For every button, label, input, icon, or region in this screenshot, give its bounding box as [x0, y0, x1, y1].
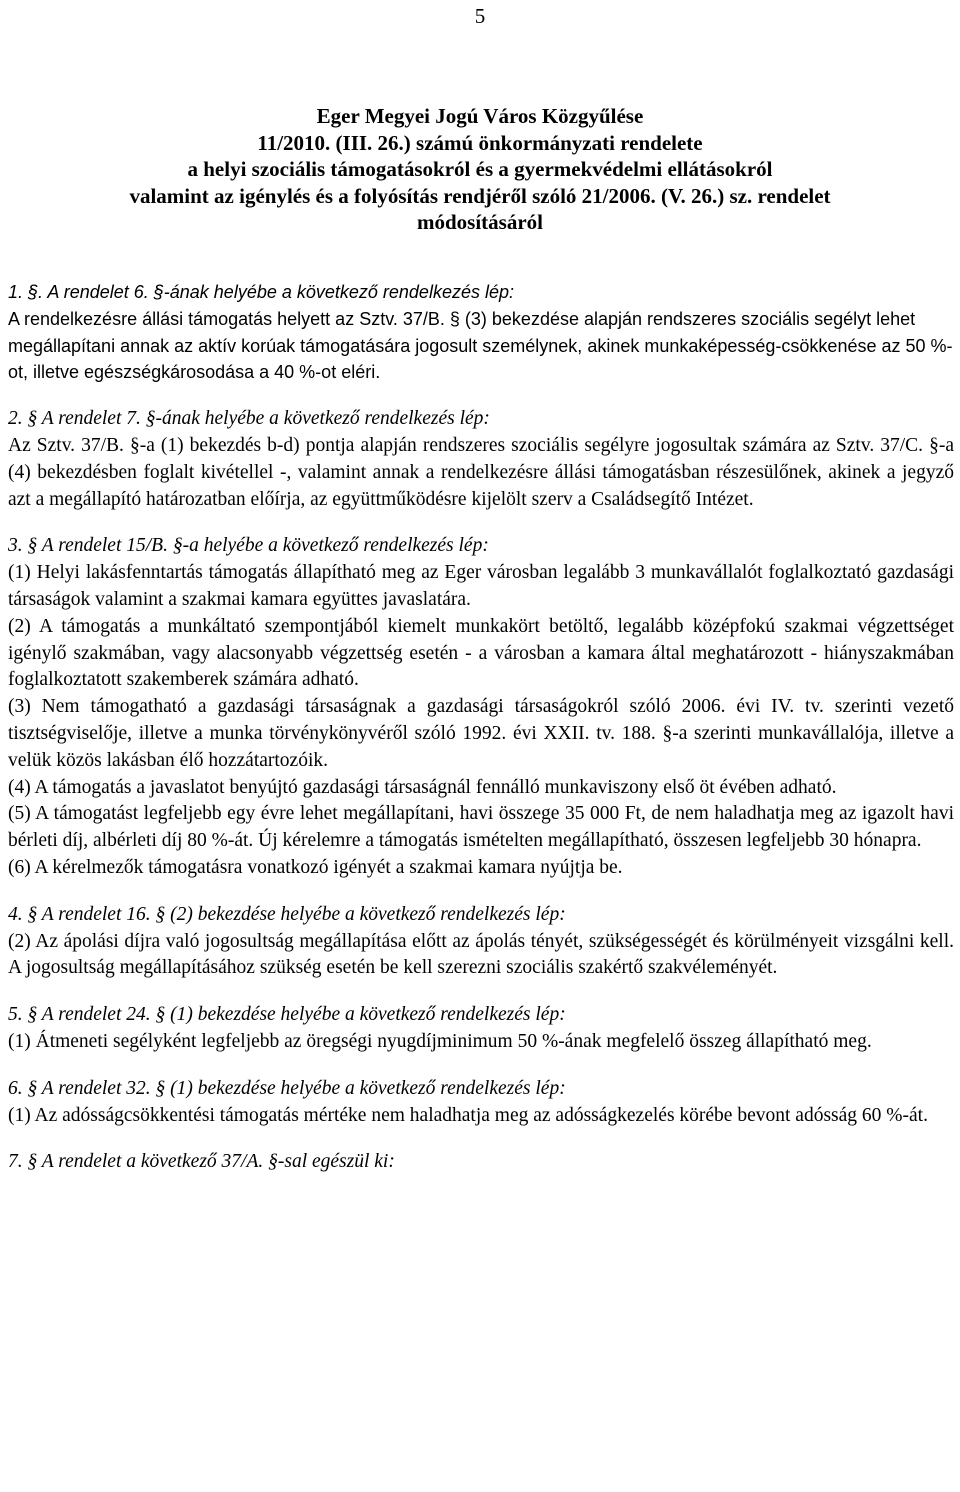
- title-line: 11/2010. (III. 26.) számú önkormányzati rendelete: [257, 130, 703, 155]
- section-paragraph: (1) Az adósságcsökkentési támogatás mértéke nem haladhatja meg az adósságkezelés körébe bevont adósság 60 %-át.: [8, 1104, 928, 1126]
- section-2: [8, 406, 954, 513]
- section-6: [8, 1076, 954, 1130]
- document-title: [0, 103, 960, 236]
- section-paragraph: Az Sztv. 37/B. §-a (1) bekezdés b-d) pontja alapján rendszeres szociális segélyre jogosultak számára az Sztv. 37/C. §-a (4) bekezdésben foglalt kivétellel -, valamint annak a rendelkezésre állási támogatásban részesülőnek, akinek a jegyző azt a megállapító határozatban előírja, az együttműködésre kijelölt szerv a Családsegítő Intézet.: [8, 434, 954, 510]
- section-paragraph: A rendelkezésre állási támogatás helyett az Sztv. 37/B. § (3) bekezdése alapján rendszeres szociális segélyt lehet megállapítani annak az aktív korúak támogatására jogosult személynek, akinek munkaképesség-csökkenése az 50 %-ot, illetve egészségkárosodása a 40 %-ot eléri.: [8, 308, 953, 383]
- section-5: [8, 1002, 954, 1056]
- section-heading: 3. § A rendelet 15/B. §-a helyébe a következő rendelkezés lép:: [8, 535, 489, 557]
- title-line: valamint az igénylés és a folyósítás rendjéről szóló 21/2006. (V. 26.) sz. rendelet: [129, 183, 831, 208]
- title-line: módosításáról: [417, 210, 543, 234]
- section-7: [8, 1149, 954, 1176]
- section-heading: 2. § A rendelet 7. §-ának helyébe a következő rendelkezés lép:: [8, 408, 490, 430]
- section-heading: 5. § A rendelet 24. § (1) bekezdése helyébe a következő rendelkezés lép:: [8, 1004, 566, 1026]
- section-heading: 4. § A rendelet 16. § (2) bekezdése helyébe a következő rendelkezés lép:: [8, 903, 566, 925]
- title-line: a helyi szociális támogatásokról és a gyermekvédelmi ellátásokról: [187, 157, 773, 181]
- section-paragraph: (1) Átmeneti segélyként legfeljebb az öregségi nyugdíjminimum 50 %-ának megfelelő összeg állapítható meg.: [8, 1030, 872, 1052]
- section-4: [8, 902, 954, 982]
- section-1: [8, 279, 954, 386]
- section-paragraph: (2) A támogatás a munkáltató szempontjából kiemelt munkakört betöltő, legalább középfokú szakmai végzettséget igénylő szakmában, vagy alacsonyabb végzettség esetén - a városban a kamara által meghatározott - hiányszakmában foglalkoztatott szakemberek számára adható.: [8, 615, 954, 691]
- section-paragraph: (6) A kérelmezők támogatásra vonatkozó igényét a szakmai kamara nyújtja be.: [8, 856, 623, 878]
- section-heading: 1. §. A rendelet 6. §-ának helyébe a következő rendelkezés lép:: [8, 282, 514, 302]
- section-paragraph: (3) Nem támogatható a gazdasági társaságnak a gazdasági társaságokról szóló 2006. évi IV. tv. szerinti vezető tisztségviselője, illetve a munka törvénykönyvéről szóló 1992. évi XXII. tv. 188. §-a szerinti munkavállalója, illetve a velük közös lakásban élő hozzátartozóik.: [8, 696, 954, 771]
- section-3: [8, 533, 954, 881]
- section-paragraph: (1) Helyi lakásfenntartás támogatás állapítható meg az Eger városban legalább 3 munkavállalót foglalkoztató gazdasági társaságok valamint a szakmai kamara együttes javaslatára.: [8, 562, 954, 610]
- section-paragraph: (5) A támogatást legfeljebb egy évre lehet megállapítani, havi összege 35 000 Ft, de nem haladhatja meg az igazolt havi bérleti díj, albérleti díj 80 %-át. Új kérelemre a támogatás ismételten megállapítható, összesen legfeljebb 30 hónapra.: [8, 803, 954, 852]
- section-heading: 6. § A rendelet 32. § (1) bekezdése helyébe a következő rendelkezés lép:: [8, 1077, 566, 1099]
- section-paragraph: (4) A támogatás a javaslatot benyújtó gazdasági társaságnál fennálló munkaviszony első öt évében adható.: [8, 776, 837, 798]
- section-paragraph: (2) Az ápolási díjra való jogosultság megállapítása előtt az ápolás tényét, szükségességét és körülményeit vizsgálni kell. A jogosultság megállapításához szükség esetén be kell szerezni szociális szakértő szakvéleményét.: [8, 930, 954, 979]
- document-body: [8, 279, 954, 1176]
- page-number: 5: [474, 4, 486, 28]
- title-line: Eger Megyei Jogú Város Közgyűlése: [316, 104, 644, 128]
- section-heading: 7. § A rendelet a következő 37/A. §-sal egészül ki:: [8, 1151, 395, 1173]
